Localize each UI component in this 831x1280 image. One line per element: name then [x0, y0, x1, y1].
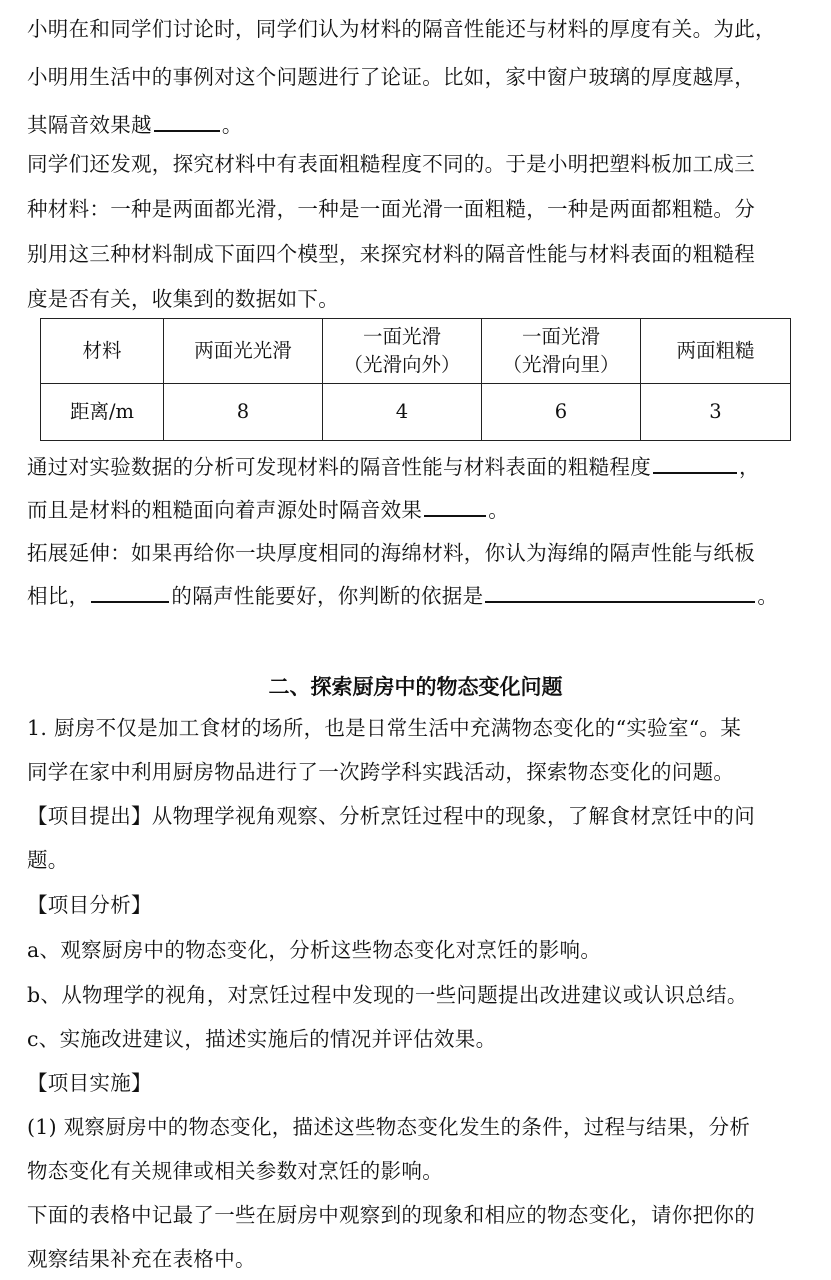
text-segment: 。: [221, 113, 243, 137]
data-table: [40, 318, 791, 441]
text-line: 题。: [27, 848, 69, 872]
table-cell: 3: [641, 384, 791, 441]
text-line: [27, 452, 811, 482]
header-main: 一面光滑: [521, 325, 600, 348]
text-segment: 。: [757, 584, 779, 608]
text-segment: 。: [488, 498, 510, 522]
text-line: 度是否有关，收集到的数据如下。: [27, 287, 339, 311]
text-line: 种材料：一种是两面都光滑，一种是一面光滑一面粗糙，一种是两面都粗糙。分: [27, 197, 755, 221]
text-line: 小明在和同学们讨论时，同学们认为材料的隔音性能还与材料的厚度有关。为此，: [27, 17, 776, 41]
text-line: (1) 观察厨房中的物态变化，描述这些物态变化发生的条件，过程与结果，分析: [27, 1115, 751, 1139]
text-line: 【项目分析】: [27, 893, 152, 917]
text-line: 下面的表格中记最了一些在厨房中观察到的现象和相应的物态变化，请你把你的: [27, 1203, 755, 1227]
text-segment: ，: [739, 455, 760, 479]
text-line: 小明用生活中的事例对这个问题进行了论证。比如，家中窗户玻璃的厚度越厚，: [27, 65, 755, 89]
section-heading: 二、探索厨房中的物态变化问题: [268, 675, 563, 699]
table-header-cell: [323, 319, 482, 384]
text-line: 同学在家中利用厨房物品进行了一次跨学科实践活动，探索物态变化的问题。: [27, 760, 735, 784]
table-cell: 距离/m: [41, 384, 164, 441]
header-sub: （光滑向外）: [343, 353, 461, 376]
answer-blank: [91, 581, 169, 603]
table-row: [41, 384, 791, 441]
text-segment: 相比，: [27, 584, 90, 608]
table-header-cell: 材料: [41, 319, 164, 384]
table-header-cell: 两面粗糙: [641, 319, 791, 384]
header-main: 一面光滑: [362, 325, 441, 348]
table-header-cell: 两面光光滑: [164, 319, 323, 384]
text-line: [27, 581, 811, 611]
text-line: 1. 厨房不仅是加工食材的场所，也是日常生活中充满物态变化的“实验室“。某: [27, 716, 742, 740]
answer-blank: [485, 581, 755, 603]
text-segment: 而且是材料的粗糙面向着声源处时隔音效果: [27, 498, 423, 522]
table-cell: 8: [164, 384, 323, 441]
text-line: 别用这三种材料制成下面四个模型，来探究材料的隔音性能与材料表面的粗糙程: [27, 242, 755, 266]
text-line: [27, 110, 811, 140]
text-line: 物态变化有关规律或相关参数对烹饪的影响。: [27, 1159, 443, 1183]
text-segment: 通过对实验数据的分析可发现材料的隔音性能与材料表面的粗糙程度: [27, 455, 651, 479]
table-header-cell: [482, 319, 641, 384]
answer-blank: [424, 495, 486, 517]
text-line: b、从物理学的视角，对烹饪过程中发现的一些问题提出改进建议或认识总结。: [27, 983, 748, 1007]
table-cell: 4: [323, 384, 482, 441]
text-line: a、观察厨房中的物态变化，分析这些物态变化对烹饪的影响。: [27, 938, 602, 962]
text-line: 【项目提出】从物理学视角观察、分析烹饪过程中的现象，了解食材烹饪中的问: [27, 804, 755, 828]
text-line: [27, 495, 811, 525]
text-line: c、实施改进建议，描述实施后的情况并评估效果。: [27, 1027, 497, 1051]
answer-blank: [154, 110, 220, 132]
text-line: 观察结果补充在表格中。: [27, 1247, 256, 1271]
text-segment: 的隔声性能要好，你判断的依据是: [171, 584, 484, 608]
table-cell: 6: [482, 384, 641, 441]
text-line: 同学们还发观，探究材料中有表面粗糙程度不同的。于是小明把塑料板加工成三: [27, 152, 755, 176]
table-header-row: [41, 319, 791, 384]
header-sub: （光滑向里）: [502, 353, 620, 376]
text-line: 【项目实施】: [27, 1071, 152, 1095]
text-line: 拓展延伸：如果再给你一块厚度相同的海绵材料，你认为海绵的隔声性能与纸板: [27, 541, 755, 565]
text-segment: 其隔音效果越: [27, 113, 152, 137]
answer-blank: [653, 452, 737, 474]
